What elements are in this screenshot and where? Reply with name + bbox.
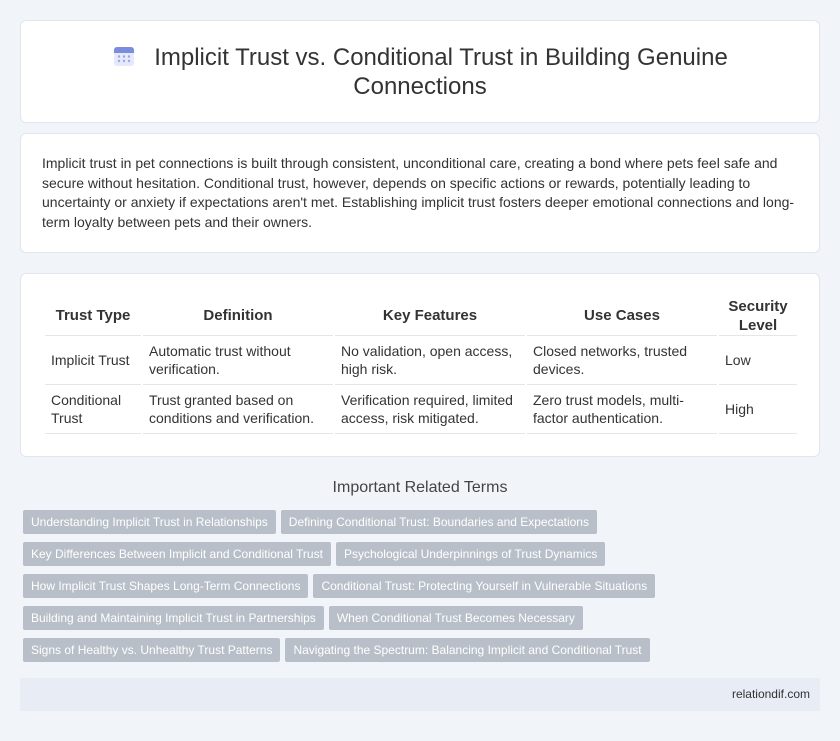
table-cell: Implicit Trust [45, 336, 141, 385]
table-cell: Low [719, 336, 797, 385]
table-cell: Zero trust models, multi-factor authentication. [527, 385, 717, 434]
related-term-link[interactable]: Understanding Implicit Trust in Relationships [23, 510, 276, 534]
related-terms-title: Important Related Terms [332, 479, 508, 496]
title-line-1: Implicit Trust vs. Conditional Trust in Building Genuine [154, 44, 728, 71]
table-cell: Conditional Trust [45, 385, 141, 434]
page-title [21, 43, 819, 101]
table-cell: Closed networks, trusted devices. [527, 336, 717, 385]
table-cell: No validation, open access, high risk. [335, 336, 525, 385]
related-term-link[interactable]: Conditional Trust: Protecting Yourself in Vulnerable Situations [313, 574, 655, 598]
related-term-link[interactable]: When Conditional Trust Becomes Necessary [329, 606, 583, 630]
related-term-link[interactable]: How Implicit Trust Shapes Long-Term Connections [23, 574, 308, 598]
related-term-link[interactable]: Navigating the Spectrum: Balancing Implicit and Conditional Trust [285, 638, 649, 662]
title-line-2: Connections [353, 73, 487, 100]
table-cell: Trust granted based on conditions and verification. [143, 385, 333, 434]
table-cell: Automatic trust without verification. [143, 336, 333, 385]
column-header: Definition [143, 296, 333, 336]
footer [20, 678, 820, 711]
related-terms-list [23, 510, 823, 670]
intro-text: Implicit trust in pet connections is built through consistent, unconditional care, creating a bond where pets feel safe and secure without hesitation. Conditional trust, however, depends on specific actions or rewards, potentially leading to uncertainty or anxiety if expectations aren't met. Establishing implicit trust fosters deeper emotional connections and long-term loyalty between pets and their owners. [42, 155, 795, 230]
column-header: Key Features [335, 296, 525, 336]
column-header: Trust Type [45, 296, 141, 336]
comparison-table [43, 296, 799, 434]
table-cell: High [719, 385, 797, 434]
table-header-row [45, 296, 797, 336]
related-term-link[interactable]: Key Differences Between Implicit and Conditional Trust [23, 542, 331, 566]
column-header: Security Level [719, 296, 797, 336]
table-row [45, 385, 797, 434]
related-term-link[interactable]: Defining Conditional Trust: Boundaries and Expectations [281, 510, 597, 534]
table-row [45, 336, 797, 385]
site-name: relationdif.com [731, 687, 810, 701]
calendar-icon [112, 44, 136, 68]
header-card [20, 20, 820, 123]
related-term-link[interactable]: Building and Maintaining Implicit Trust in Partnerships [23, 606, 324, 630]
column-header: Use Cases [527, 296, 717, 336]
table-cell: Verification required, limited access, risk mitigated. [335, 385, 525, 434]
related-term-link[interactable]: Signs of Healthy vs. Unhealthy Trust Patterns [23, 638, 280, 662]
related-term-link[interactable]: Psychological Underpinnings of Trust Dynamics [336, 542, 605, 566]
comparison-table-card [20, 273, 820, 457]
intro-card [20, 133, 820, 253]
